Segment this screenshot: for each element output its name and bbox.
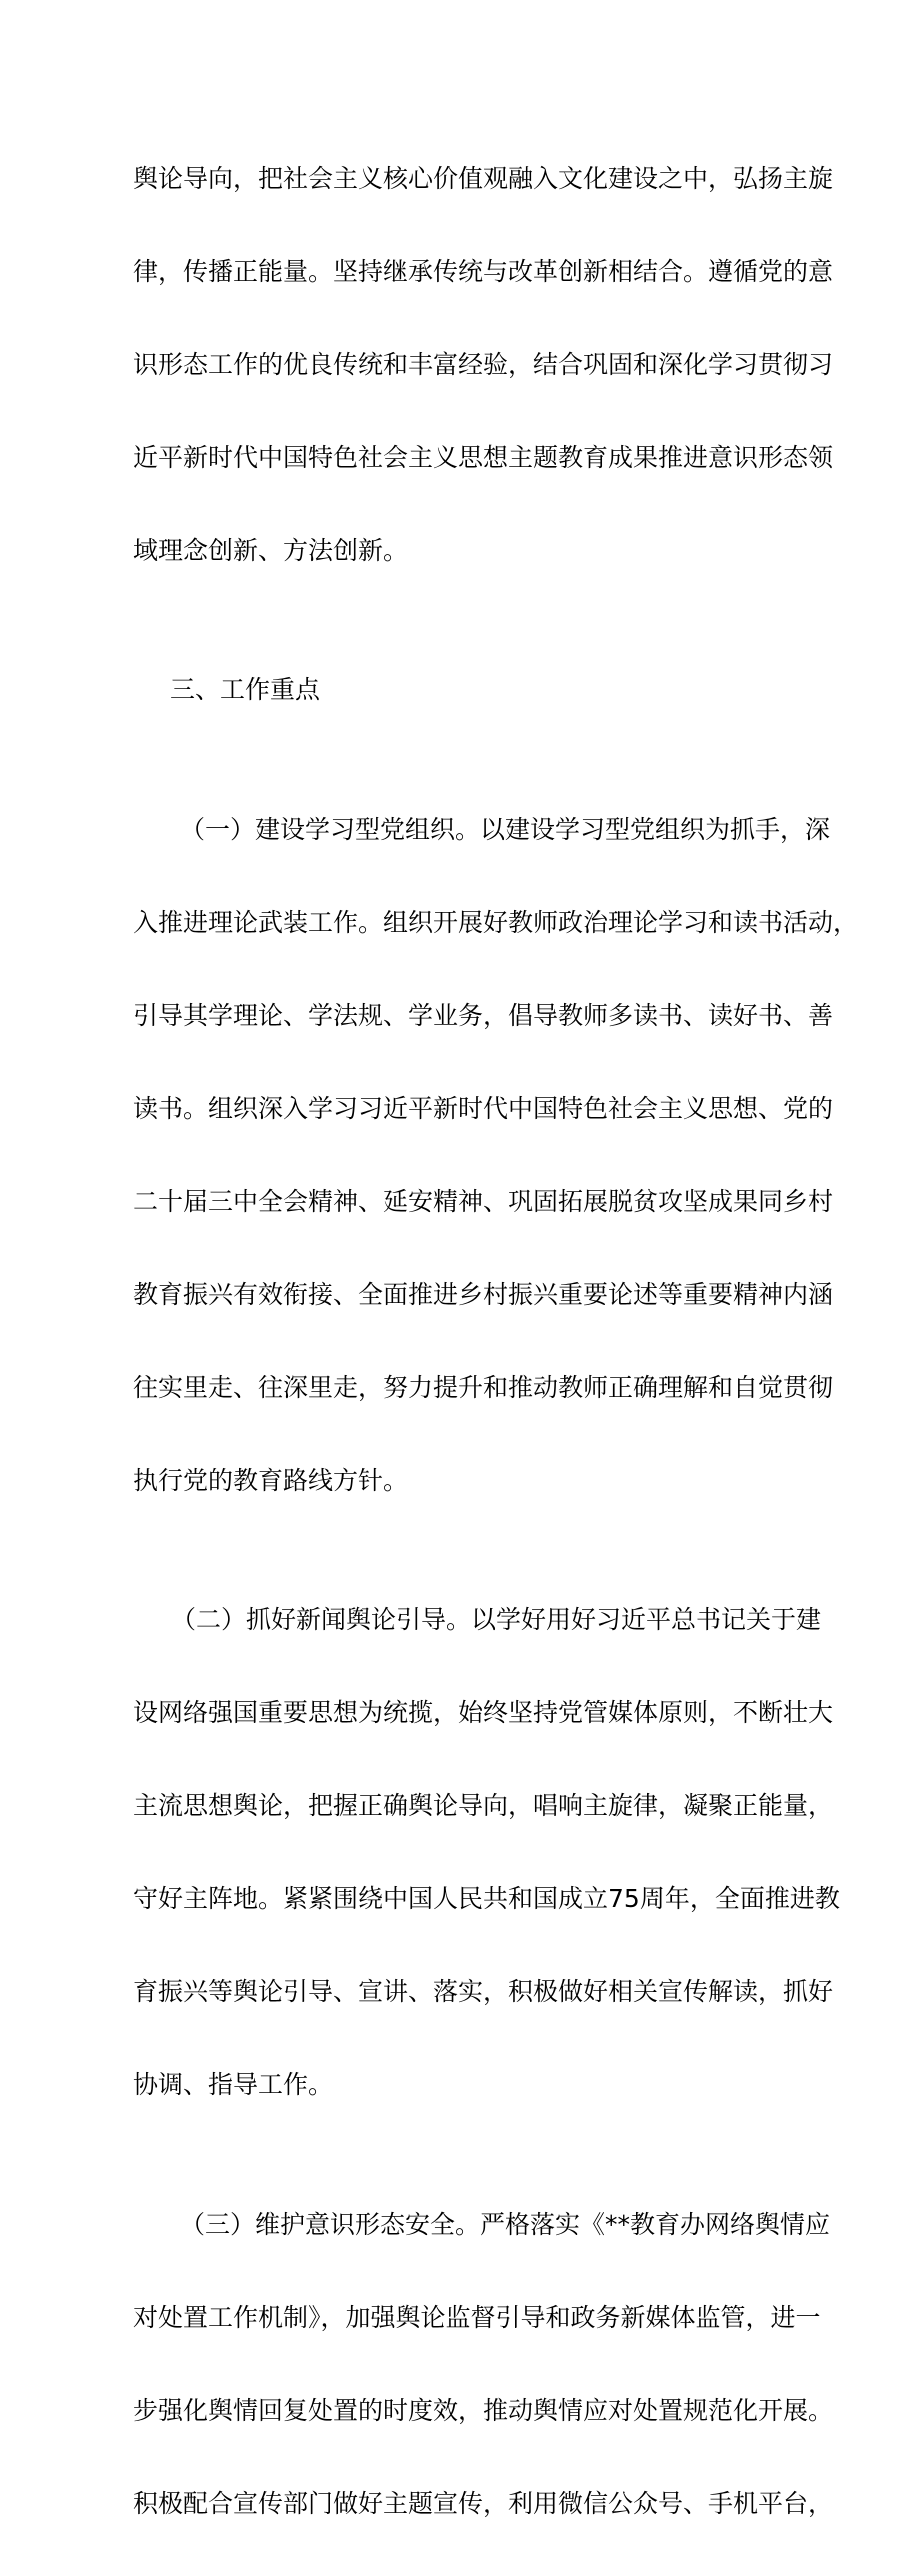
paragraph-learning-party-org — [133, 760, 859, 1551]
text-line: 育振兴等舆论引导、宣讲、落实，积极做好相关宣传解读，抓好 — [133, 1977, 834, 2006]
text-line: 主流思想舆论，把握正确舆论导向，唱响主旋律，凝聚正能量， — [133, 1791, 834, 1820]
text-line: 步强化舆情回复处置的时度效，推动舆情应对处置规范化开展。 — [133, 2395, 834, 2425]
text-line: 域理念创新、方法创新。 — [133, 535, 409, 565]
section-heading-text: 三、工作重点 — [170, 675, 321, 704]
text-line: 对处置工作机制》，加强舆论监督引导和政务新媒体监管，进一 — [133, 2302, 821, 2332]
text-line: 设网络强国重要思想为统揽，始终坚持党管媒体原则，不断壮大 — [133, 1698, 834, 1727]
text-line: 积极配合宣传部门做好主题宣传，利用微信公众号、手机平台， — [133, 2488, 834, 2518]
text-line: 二十届三中全会精神、延安精神、巩固拓展脱贫攻坚成果同乡村 — [133, 1186, 834, 1216]
section-heading — [133, 621, 793, 761]
paragraph-ideology-security — [133, 2155, 834, 2574]
text-line: 近平新时代中国特色社会主义思想主题教育成果推进意识形态领 — [133, 442, 834, 472]
text-line: 识形态工作的优良传统和丰富经验，结合巩固和深化学习贯彻习 — [133, 349, 834, 379]
paragraph-news-guidance — [133, 1551, 840, 2156]
text-line: 引导其学理论、学法规、学业务，倡导教师多读书、读好书、善 — [133, 1000, 834, 1030]
text-line: 教育振兴有效衔接、全面推进乡村振兴重要论述等重要精神内涵 — [133, 1279, 834, 1309]
text-line: 协调、指导工作。 — [133, 2070, 334, 2099]
document-body — [133, 109, 859, 2574]
text-line: 入推进理论武装工作。组织开展好教师政治理论学习和读书活动， — [133, 907, 859, 937]
text-line: 舆论导向，把社会主义核心价值观融入文化建设之中，弘扬主旋 — [133, 163, 834, 193]
paragraph-intro-continuation — [133, 109, 834, 621]
text-line: 执行党的教育路线方针。 — [133, 1465, 409, 1495]
text-line: （一）建设学习型党组织。以建设学习型党组织为抓手，深 — [180, 814, 831, 844]
text-line: 往实里走、往深里走，努力提升和推动教师正确理解和自觉贯彻 — [133, 1372, 834, 1402]
text-line: （三）维护意识形态安全。严格落实《**教育办网络舆情应 — [180, 2209, 831, 2239]
text-line: 守好主阵地。紧紧围绕中国人民共和国成立75周年，全面推进教 — [133, 1884, 840, 1913]
text-line: 读书。组织深入学习习近平新时代中国特色社会主义思想、党的 — [133, 1093, 834, 1123]
text-line: 律，传播正能量。坚持继承传统与改革创新相结合。遵循党的意 — [133, 256, 834, 286]
text-line: （二）抓好新闻舆论引导。以学好用好习近平总书记关于建 — [171, 1605, 822, 1634]
